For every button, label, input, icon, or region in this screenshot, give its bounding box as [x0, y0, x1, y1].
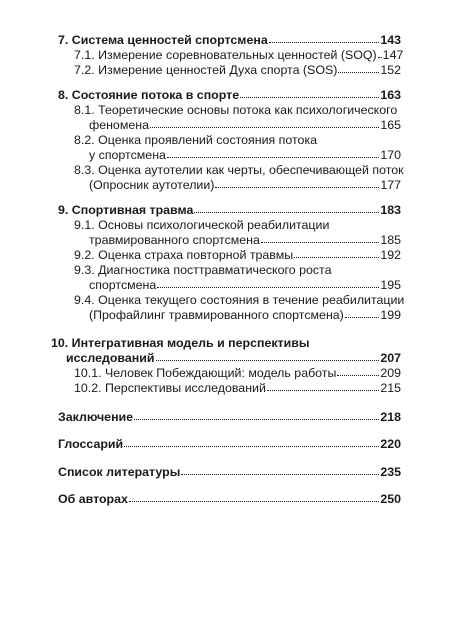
toc-dot-leader — [167, 148, 379, 158]
toc-page-number: 235 — [380, 465, 401, 479]
toc-item-9-2[interactable] — [74, 248, 401, 263]
toc-item-10-2[interactable] — [74, 381, 401, 396]
toc-item-9-3[interactable] — [89, 278, 401, 293]
toc-section-title: исследований — [66, 351, 155, 365]
toc-item-8-3-line1[interactable]: 8.3. Оценка аутотелии как черты, обеспечивающей поток — [74, 163, 404, 177]
toc-page-number: 185 — [380, 233, 401, 247]
toc-item-9-3-line1[interactable]: 9.3. Диагностика посттравматического роста — [74, 263, 332, 277]
toc-section-title: Об авторах — [58, 492, 128, 506]
toc-item-title: спортсмена — [89, 278, 157, 292]
toc-section-8[interactable] — [58, 88, 401, 103]
toc-dot-leader — [150, 118, 379, 128]
toc-item-title: 7.1. Измерение соревновательных ценностей (SOQ) — [74, 48, 377, 62]
toc-dot-leader — [157, 278, 379, 288]
toc-page-number: 163 — [380, 88, 401, 102]
toc-item-title: 10.1. Человек Побеждающий: модель работы — [74, 366, 337, 380]
toc-dot-leader — [338, 63, 379, 73]
toc-dot-leader — [129, 492, 379, 502]
toc-dot-leader — [124, 437, 379, 447]
toc-dot-leader — [181, 465, 379, 475]
toc-dot-leader — [215, 178, 379, 188]
toc-item-10-1[interactable] — [74, 366, 401, 381]
toc-item-8-2[interactable] — [89, 148, 401, 163]
toc-item-title: травмированного спортсмена — [89, 233, 260, 247]
toc-glossary[interactable] — [58, 437, 401, 452]
toc-conclusion[interactable] — [58, 410, 401, 425]
toc-item-8-1-line1[interactable]: 8.1. Теоретические основы потока как психологического — [74, 103, 398, 117]
toc-item-title: 7.2. Измерение ценностей Духа спорта (SOS) — [74, 63, 338, 77]
toc-page-number: 218 — [380, 410, 401, 424]
toc-dot-leader — [337, 366, 379, 376]
toc-page-number: 147 — [382, 48, 404, 62]
toc-about-authors[interactable] — [58, 492, 401, 507]
toc-item-9-4-line1[interactable]: 9.4. Оценка текущего состояния в течение реабилитации — [74, 293, 405, 307]
toc-item-9-1-line1[interactable]: 9.1. Основы психологической реабилитации — [74, 218, 330, 232]
toc-page-number: 209 — [380, 366, 401, 380]
toc-page-number: 192 — [380, 248, 401, 262]
toc-section-title: 8. Состояние потока в спорте — [58, 88, 240, 102]
toc-page-number: 165 — [380, 118, 401, 132]
toc-section-title: 7. Система ценностей спортсмена — [58, 33, 268, 47]
toc-page-number: 220 — [380, 437, 401, 451]
toc-item-title: феномена — [89, 118, 149, 132]
toc-page-number: 170 — [380, 148, 401, 162]
toc-dot-leader — [261, 233, 379, 243]
toc-section-7[interactable] — [58, 33, 401, 48]
toc-section-9[interactable] — [58, 203, 401, 218]
toc-item-title: (Опросник аутотелии) — [89, 178, 215, 192]
toc-page-number: 207 — [380, 351, 401, 365]
toc-item-8-2-line1[interactable]: 8.2. Оценка проявлений состояния потока — [74, 133, 318, 147]
toc-page-number: 183 — [380, 203, 401, 217]
toc-item-8-3[interactable] — [89, 178, 401, 193]
toc-item-7-2[interactable] — [74, 63, 401, 78]
toc-section-title: 9. Спортивная травма — [58, 203, 194, 217]
toc-section-title: Список литературы — [58, 465, 181, 479]
toc-item-title: 9.2. Оценка страха повторной травмы — [74, 248, 294, 262]
toc-item-title: (Профайлинг травмированного спортсмена) — [89, 308, 344, 322]
toc-page-number: 199 — [380, 308, 401, 322]
toc-section-10-line1[interactable]: 10. Интегративная модель и перспективы — [51, 336, 310, 350]
toc-dot-leader — [156, 351, 380, 361]
toc-item-8-1[interactable] — [89, 118, 401, 133]
toc-page-number: 177 — [380, 178, 401, 192]
toc-dot-leader — [267, 381, 379, 391]
toc-item-title: 10.2. Перспективы исследований — [74, 381, 266, 395]
toc-dot-leader — [194, 203, 379, 213]
toc-page-number: 143 — [380, 33, 401, 47]
toc-section-10[interactable] — [66, 351, 401, 366]
toc-page-number: 250 — [380, 492, 401, 506]
toc-dot-leader — [269, 33, 380, 43]
toc-references[interactable] — [58, 465, 401, 480]
toc-dot-leader — [134, 410, 379, 420]
toc-item-9-4[interactable] — [89, 308, 401, 323]
toc-item-title: у спортсмена — [89, 148, 166, 162]
toc-dot-leader — [294, 248, 379, 258]
toc-dot-leader — [345, 308, 380, 318]
toc-item-9-1[interactable] — [89, 233, 401, 248]
toc-dot-leader — [240, 88, 379, 98]
toc-section-title: Глоссарий — [58, 437, 124, 451]
toc-item-7-1[interactable] — [74, 48, 404, 63]
toc-dot-leader — [378, 48, 382, 58]
toc-page-number: 215 — [380, 381, 401, 395]
toc-page-number: 195 — [380, 278, 401, 292]
toc-page-number: 152 — [380, 63, 401, 77]
toc-section-title: Заключение — [58, 410, 134, 424]
